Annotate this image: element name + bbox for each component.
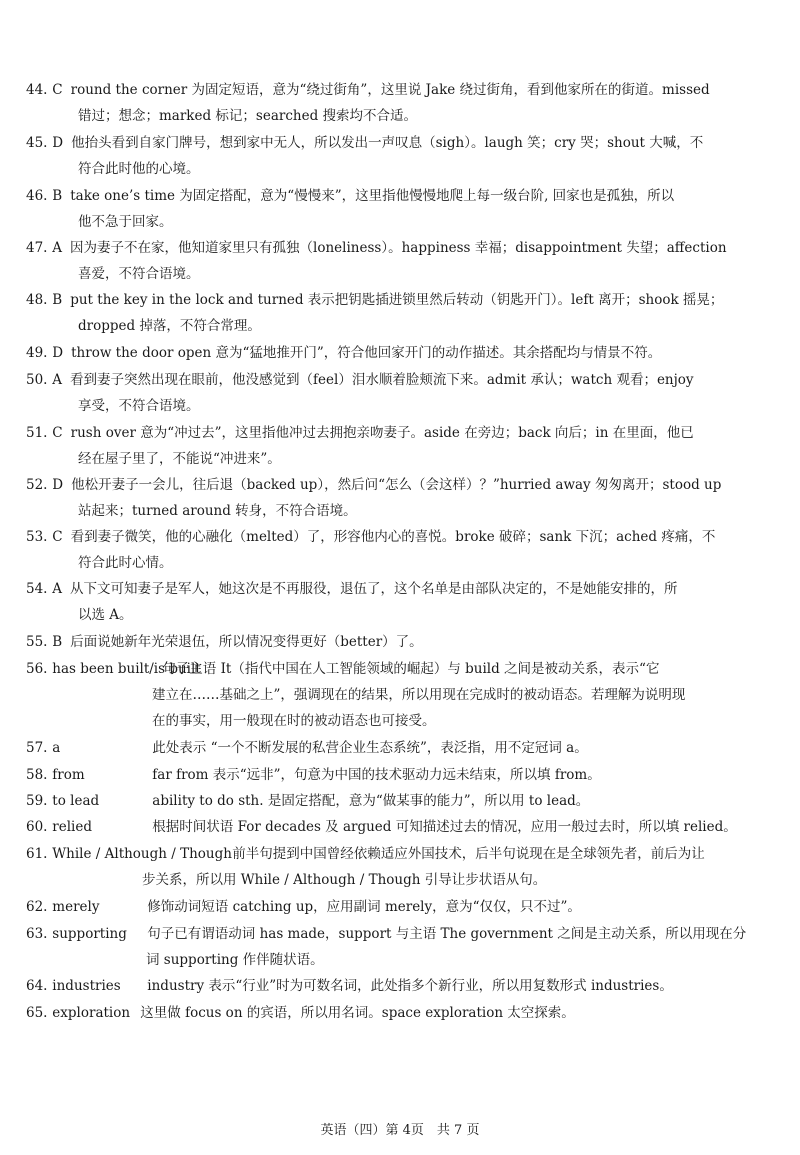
entry-number: 49. (26, 345, 48, 361)
entry-62 (26, 894, 762, 920)
entry-number: 46. (26, 188, 48, 204)
entry-answer-word: to lead (52, 793, 100, 809)
entry-line: 喜爱，不符合语境。 (78, 266, 200, 282)
entry-line: dropped 掉落，不符合常理。 (78, 318, 261, 334)
entry-line: 他不急于回家。 (78, 214, 173, 230)
entry-number: 59. (26, 793, 48, 809)
entry-53 (26, 524, 762, 576)
entry-line: ability to do sth. 是固定搭配，意为“做某事的能力”，所以用 to lead。 (152, 793, 590, 809)
entry-line: 步关系，所以用 While / Although / Though 引导让步状语从句。 (142, 872, 547, 888)
entry-65 (26, 1000, 762, 1026)
entry-59 (26, 788, 762, 814)
entry-answer-word: relied (52, 819, 93, 835)
entry-line: 以选 A。 (78, 607, 133, 623)
page-footer: 英语（四）第 4页 共 7 页 (320, 1123, 480, 1138)
entry-answer: B (52, 188, 63, 204)
entry-line: 站起来；turned around 转身，不符合语境。 (78, 503, 357, 519)
entry-number: 64. (26, 978, 48, 994)
entry-line: industry 表示“行业”时为可数名词，此处指多个新行业，所以用复数形式 industries。 (147, 978, 673, 994)
entry-49 (26, 340, 762, 366)
entry-line: 词 supporting 作伴随状语。 (146, 952, 324, 968)
entry-number: 53. (26, 529, 48, 545)
entry-47 (26, 235, 762, 287)
entry-answer: D (52, 477, 64, 493)
entry-line: 享受，不符合语境。 (78, 398, 200, 414)
entry-45 (26, 130, 762, 182)
entry-line: 看到妻子微笑，他的心融化（melted）了，形容他内心的喜悦。broke 破碎；sank 下沉；ached 疼痛，不 (70, 529, 716, 545)
entry-number: 48. (26, 292, 48, 308)
entry-number: 45. (26, 135, 48, 151)
entry-answer: B (52, 634, 63, 650)
entry-line: 符合此时他的心境。 (78, 161, 200, 177)
entry-number: 51. (26, 425, 48, 441)
entry-54 (26, 576, 762, 628)
entry-number: 56. (26, 661, 48, 677)
entry-line: 符合此时心情。 (78, 555, 173, 571)
entry-number: 63. (26, 926, 48, 942)
entry-number: 65. (26, 1005, 48, 1021)
entry-answer: D (52, 345, 64, 361)
entry-number: 61. (26, 846, 48, 862)
entry-answer-word: While / Although / Though (52, 846, 232, 862)
entry-number: 50. (26, 372, 48, 388)
entry-63 (26, 921, 762, 973)
entry-57 (26, 735, 762, 761)
entry-48 (26, 287, 762, 339)
entry-52 (26, 472, 762, 524)
entry-number: 57. (26, 740, 48, 756)
entry-line: 修饰动词短语 catching up，应用副词 merely，意为“仅仅，只不过”。 (147, 899, 581, 915)
entry-line: 句子已有谓语动词 has made，support 与主语 The government 之间是主动关系，所以用现在分 (147, 926, 747, 942)
entry-number: 62. (26, 899, 48, 915)
entry-55 (26, 629, 762, 655)
entry-number: 58. (26, 767, 48, 783)
entry-61 (26, 841, 762, 893)
entry-answer: A (52, 581, 63, 597)
entry-line: 后面说她新年光荣退伍，所以情况变得更好（better）了。 (70, 634, 423, 650)
entry-number: 44. (26, 82, 48, 98)
entry-line: 在的事实，用一般现在时的被动语态也可接受。 (152, 713, 436, 729)
entry-58 (26, 762, 762, 788)
entry-line: 这里做 focus on 的宾语，所以用名词。space exploration 太空探索。 (140, 1005, 575, 1021)
entry-64 (26, 973, 762, 999)
entry-60 (26, 814, 762, 840)
entry-number: 60. (26, 819, 48, 835)
entry-line: take one’s time 为固定搭配，意为“慢慢来”，这里指他慢慢地爬上每一级台阶, 回家也是孤独，所以 (70, 188, 675, 204)
entry-56 (26, 656, 762, 734)
entry-answer: A (52, 372, 63, 388)
entry-answer: C (52, 529, 63, 545)
entry-answer-word: exploration (52, 1005, 131, 1021)
entry-line: 根据时间状语 For decades 及 argued 可知描述过去的情况，应用一般过去时，所以填 relied。 (152, 819, 737, 835)
entry-number: 47. (26, 240, 48, 256)
entry-number: 52. (26, 477, 48, 493)
entry-answer-word: has been built/is built (52, 661, 201, 677)
entry-answer-word: merely (52, 899, 100, 915)
entry-answer: D (52, 135, 64, 151)
entry-line: put the key in the lock and turned 表示把钥匙插进锁里然后转动（钥匙开门）。left 离开；shook 摇晃； (70, 292, 724, 308)
entry-answer: B (52, 292, 63, 308)
entry-line: round the corner 为固定短语，意为“绕过街角”，这里说 Jake 绕过街角，看到他家所在的街道。missed (70, 82, 710, 98)
entry-line: 建立在……基础之上”，强调现在的结果，所以用现在完成时的被动语态。若理解为说明现 (152, 687, 686, 703)
entry-answer-word: from (52, 767, 85, 783)
entry-line: 他松开妻子一会儿，往后退（backed up），然后问“怎么（会这样）？”hurried away 匆匆离开；stood up (71, 477, 722, 493)
entry-line: 错过；想念；marked 标记；searched 搜索均不合适。 (78, 108, 418, 124)
entry-line: 看到妻子突然出现在眼前，他没感觉到（feel）泪水顺着脸颊流下来。admit 承认；watch 观看；enjoy (70, 372, 694, 388)
entry-line: throw the door open 意为“猛地推开门”，符合他回家开门的动作描述。其余搭配均与情景不符。 (71, 345, 662, 361)
entry-46 (26, 183, 762, 235)
entry-line: far from 表示“远非”，句意为中国的技术驱动力远未结束，所以填 from。 (152, 767, 601, 783)
entry-answer: A (52, 240, 63, 256)
entry-line: 此处表示 “一个不断发展的私营企业生态系统”，表泛指，用不定冠词 a。 (152, 740, 588, 756)
entry-answer-word: supporting (52, 926, 127, 942)
entry-line: 从下文可知妻子是军人，她这次是不再服役，退伍了，这个名单是由部队决定的，不是她能安排的，所 (70, 581, 678, 597)
entry-line: 因为妻子不在家，他知道家里只有孤独（loneliness）。happiness 幸福；disappointment 失望；affection (70, 240, 727, 256)
entry-line: 前半句提到中国曾经依赖适应外国技术，后半句说现在是全球领先者，前后为让 (232, 846, 705, 862)
entry-answer: C (52, 82, 63, 98)
entry-line: rush over 意为“冲过去”，这里指他冲过去拥抱亲吻妻子。aside 在旁边；back 向后；in 在里面，他已 (70, 425, 694, 441)
entry-answer-word: a (52, 740, 61, 756)
entry-answer-word: industries (52, 978, 121, 994)
entry-number: 55. (26, 634, 48, 650)
entry-50 (26, 367, 762, 419)
entry-answer: C (52, 425, 63, 441)
entry-line: 经在屋子里了，不能说“冲进来”。 (78, 451, 281, 467)
entry-51 (26, 420, 762, 472)
entry-line: 句子主语 It（指代中国在人工智能领域的崛起）与 build 之间是被动关系，表示“它 (162, 661, 660, 677)
entry-line: 他抬头看到自家门牌号，想到家中无人，所以发出一声叹息（sigh）。laugh 笑；cry 哭；shout 大喊，不 (71, 135, 704, 151)
entry-number: 54. (26, 581, 48, 597)
entry-44 (26, 77, 762, 129)
